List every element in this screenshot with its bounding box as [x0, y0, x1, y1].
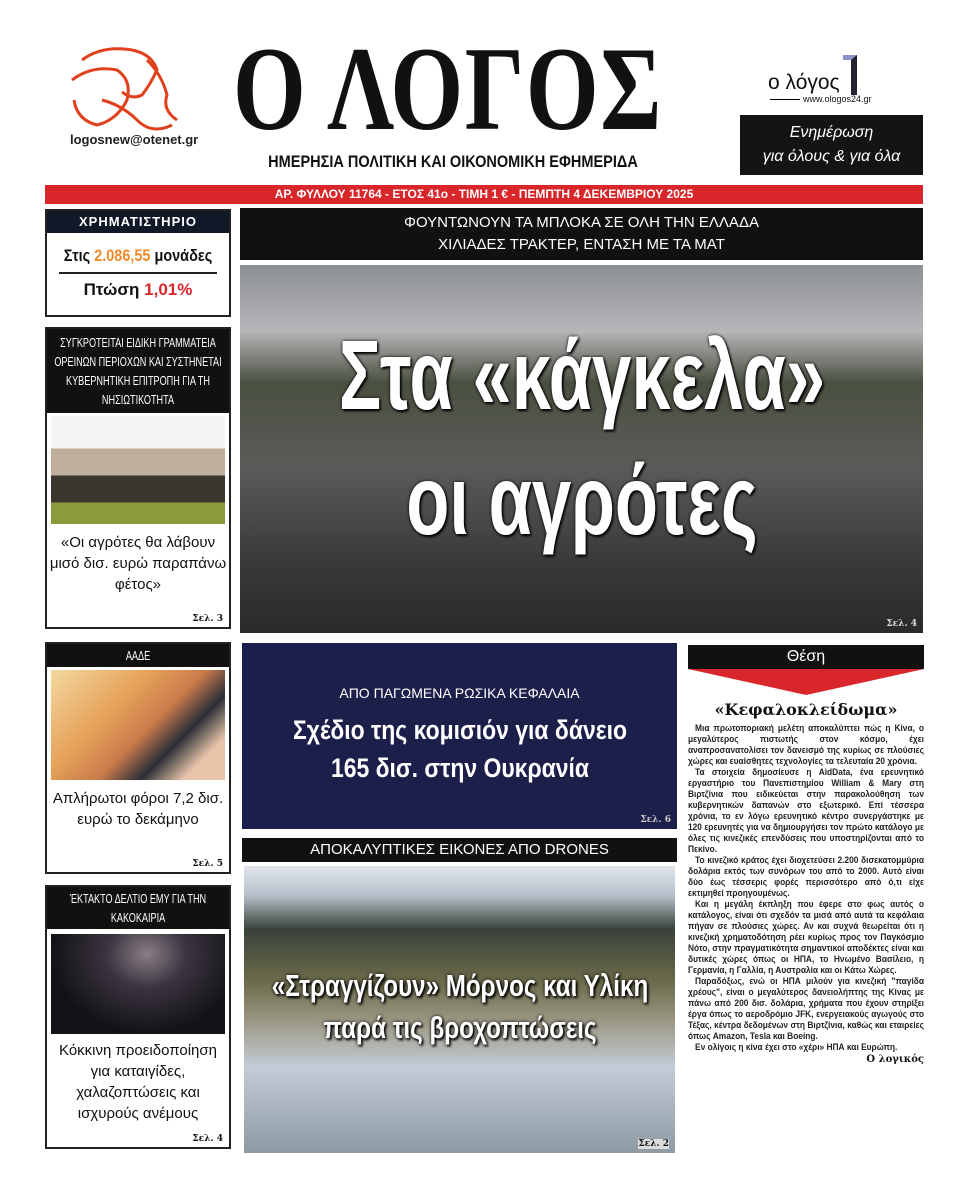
slogan-line-1: Ενημέρωση — [789, 124, 874, 141]
page-ref: Σελ. 5 — [192, 859, 223, 869]
opinion-paragraph: Το κινεζικό κράτος έχει διοχετεύσει 2.200 δισεκατομμύρια δολάρια εκτός των συνόρων του από το 2000. Αυτό είναι δύο έως τέσσερις φορές περισσότερο από ό,τι είχε εκτιμηθεί προηγουμένως. — [688, 855, 924, 899]
divider — [59, 272, 217, 274]
ukraine-headline-2: 165 δισ. στην Ουκρανία — [330, 753, 589, 783]
ukraine-headline-1: Σχέδιο της κομισιόν για δάνειο — [292, 715, 627, 745]
lead-photo[interactable] — [240, 265, 923, 633]
stock-value-line — [45, 246, 231, 266]
side-story-header: ΣΥΓΚΡΟΤΕΙΤΑΙ ΕΙΔΙΚΗ ΓΡΑΜΜΑΤΕΙΑ ΟΡΕΙΝΩΝ ΠΕΡΙΟΧΩΝ ΚΑΙ ΣΥΣΤΗΝΕΤΑΙ ΚΥΒΕΡΝΗΤΙΚΗ ΕΠΙΤΡΟΠΗ ΓΙΑ ΤΗ ΝΗΣΙΩΤΙΚΟΤΗΤΑ — [54, 335, 222, 407]
lead-kicker-line-1: ΦΟΥΝΤΩΝΟΥΝ ΤΑ ΜΠΛΟΚΑ ΣΕ ΟΛΗ ΤΗΝ ΕΛΛΑΔΑ — [404, 214, 759, 231]
opinion-title: «Κεφαλοκλείδωμα» — [714, 700, 898, 719]
newspaper-title: Ο ΛΟΓΟΣ — [233, 22, 663, 155]
side-story-farmers[interactable] — [45, 327, 231, 629]
stock-unit: μονάδες — [154, 246, 213, 265]
contact-email[interactable]: logosnew@otenet.gr — [70, 132, 199, 147]
side-story-header-box — [47, 329, 229, 413]
lead-kicker-line-2: ΧΙΛΙΑΔΕΣ ΤΡΑΚΤΕΡ, ΕΝΤΑΣΗ ΜΕ ΤΑ ΜΑΤ — [438, 236, 725, 253]
side-story-weather[interactable] — [45, 885, 231, 1149]
page-ref: Σελ. 6 — [640, 815, 671, 825]
opinion-paragraph: Και η μεγάλη έκπληξη που έφερε στο φως αυτός ο κατάλογος, είναι ότι σχεδόν τα μισά από αυτά τα κεφάλαια πήγαν σε πλούσιες χώρες. Αν και συχνά θεωρείται ότι η κινεζική χρηματοδότηση ρέει κυρίως προς τον Παγκόσμιο Νότο, στην πραγματικότητα σημαντικοί αποδέκτες είναι και δυτικές χώρες όπως οι ΗΠΑ, το Ηνωμένο Βασίλειο, η Γερμανία, η Γαλλία, η Αυστραλία και οι Κάτω Χώρες. — [688, 899, 924, 976]
opinion-paragraph: Τα στοιχεία δημοσίευσε η AidData, ένα ερευνητικό εργαστήριο του Πανεπιστημίου William & Mary στη Βιρτζίνια που ειδικεύεται στην παρακολούθηση των κυβερνητικών δαπανών στο εξωτερικό. Επί τέσσερα χρόνια, το εν λόγω ερευνητικό κέντρο συνεργάστηκε με 120 ερευνητές για να δημιουργήσει τον πρώτο κατάλογο με όλες τις κινεζικές επενδύσεις που υποστηρίζονται από το Πεκίνο. — [688, 767, 924, 855]
lead-headline-2: οι αγρότες — [405, 445, 758, 555]
page-ref: Σελ. 3 — [192, 614, 223, 624]
side-story-text: Κόκκινη προειδοποίηση για καταιγίδες, χαλαζοπτώσεις και ισχυρούς ανέμους — [59, 1042, 217, 1122]
ukraine-kicker: ΑΠΟ ΠΑΓΩΜΕΝΑ ΡΩΣΙΚΑ ΚΕΦΑΛΑΙΑ — [339, 685, 580, 701]
issue-info-bar: ΑΡ. ΦΥΛΛΟΥ 11764 - ΕΤΟΣ 41ο - ΤΙΜΗ 1 € - ΠΕΜΠΤΗ 4 ΔΕΚΕΜΒΡΙΟΥ 2025 — [45, 185, 923, 204]
red-triangle-decoration — [688, 669, 924, 695]
drones-headline-1: «Στραγγίζουν» Μόρνος και Υλίκη — [271, 968, 648, 1003]
drones-header: ΑΠΟΚΑΛΥΠΤΙΚΕΣ ΕΙΚΟΝΕΣ ΑΠΟ DRONES — [242, 838, 677, 862]
opinion-paragraph: Μια πρωτοποριακή μελέτη αποκαλύπτει πώς η Κίνα, ο μεγαλύτερος πιστωτής στον κόσμο, έχει αναπροσανατολίσει τον δανεισμό της κυρίως σε πλούσιες χώρες και ευαίσθητες τεχνολογίες τα τελευταία 20 χρόνια. — [688, 723, 924, 767]
rainy-street-photo — [51, 934, 225, 1034]
opinion-body — [688, 723, 924, 1053]
newspaper-subtitle: ΗΜΕΡΗΣΙΑ ΠΟΛΙΤΙΚΗ ΚΑΙ ΟΙΚΟΝΟΜΙΚΗ ΕΦΗΜΕΡΙΔΑ — [267, 153, 638, 171]
opinion-column — [688, 645, 924, 1066]
side-story-header: ΈΚΤΑΚΤΟ ΔΕΛΤΙΟ ΕΜΥ ΓΙΑ ΤΗΝ ΚΑΚΟΚΑΙΡΙΑ — [69, 891, 207, 925]
ukraine-story[interactable] — [242, 643, 677, 829]
newspaper-subtitle-wrap — [235, 153, 670, 172]
opinion-signature: Ο λογικός — [866, 1054, 924, 1065]
stock-value: 2.086,55 — [94, 246, 151, 265]
drones-headline-2: παρά τις βροχοπτώσεις — [322, 1010, 597, 1045]
meeting-photo — [51, 416, 225, 524]
drones-photo[interactable] — [244, 866, 675, 1153]
page-ref: Σελ. 2 — [638, 1139, 669, 1149]
side-story-header: ΑΑΔΕ — [125, 648, 151, 663]
side-story-header-box — [47, 887, 229, 929]
slogan-line-2: για όλους & για όλα — [762, 148, 901, 165]
lead-kicker — [240, 208, 923, 260]
opinion-paragraph: Εν ολίγοις η κίνα έχει στο «χέρι» ΗΠΑ και Ευρώπη. — [695, 1042, 898, 1053]
page-ref: Σελ. 4 — [886, 619, 917, 629]
side-story-header-box — [47, 644, 229, 667]
online-brand-logo — [768, 55, 857, 95]
newspaper-emblem — [62, 40, 184, 140]
online-brand-name: ο λόγος — [768, 71, 840, 94]
opinion-section-header: Θέση — [688, 645, 924, 669]
lead-headline-1: Στα «κάγκελα» — [338, 320, 825, 430]
website-url[interactable]: www.ologos24.gr — [770, 94, 872, 104]
side-story-text: «Οι αγρότες θα λάβουν μισό δισ. ευρώ παραπάνω φέτος» — [49, 534, 227, 593]
side-story-text: Απλήρωτοι φόροι 7,2 δισ. ευρώ το δεκάμηνο — [52, 790, 224, 828]
page-ref: Σελ. 4 — [192, 1134, 223, 1144]
stock-change-label: Πτώση — [83, 280, 140, 299]
logo-24-mark — [843, 55, 857, 95]
stock-market-box — [45, 209, 231, 317]
slogan-box — [740, 115, 923, 175]
stock-change: 1,01% — [144, 280, 193, 299]
stock-header: ΧΡΗΜΑΤΙΣΤΗΡΙΟ — [47, 211, 229, 233]
stock-prefix: Στις — [63, 246, 91, 265]
stock-change-line — [45, 280, 231, 300]
opinion-paragraph: Παραδόξως, ενώ οι ΗΠΑ μιλούν για κινεζική "παγίδα χρέους", είναι ο μεγαλύτερος δανειολήπτης της Κίνας με πάνω από 200 δισ. δολάρια, χρήματα που έχουν στηρίξει έργα όπως το αεροδρόμιο JFK, ενεργειακούς αγωγούς στο Τέξας, κέντρα δεδομένων στη Βιρτζίνια, καθώς και εταιρείες όπως Amazon, Tesla και Boeing. — [688, 976, 924, 1042]
